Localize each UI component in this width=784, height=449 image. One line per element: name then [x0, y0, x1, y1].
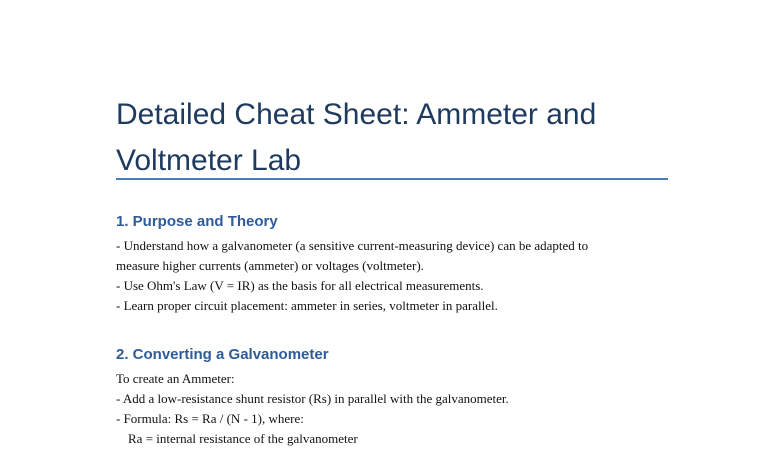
body-line: - Add a low-resistance shunt resistor (Rs) in parallel with the galvanometer.: [116, 391, 509, 406]
section-converting-galvanometer: [116, 345, 676, 449]
section-heading: 2. Converting a Galvanometer: [116, 346, 329, 363]
body-line: - Formula: Rs = Ra / (N - 1), where:: [116, 411, 304, 426]
body-line: Ra = internal resistance of the galvanometer: [128, 431, 358, 446]
body-line: - Use Ohm's Law (V = IR) as the basis for all electrical measurements.: [116, 278, 484, 293]
section-purpose-theory: [116, 212, 676, 316]
document-title: Detailed Cheat Sheet: Ammeter and Voltmeter Lab: [116, 98, 597, 177]
body-line: measure higher currents (ammeter) or voltages (voltmeter).: [116, 258, 424, 273]
body-line: - Learn proper circuit placement: ammeter in series, voltmeter in parallel.: [116, 298, 498, 313]
title-divider: [116, 178, 668, 180]
section-heading: 1. Purpose and Theory: [116, 213, 278, 230]
body-line: - Understand how a galvanometer (a sensitive current-measuring device) can be adapted to: [116, 238, 589, 253]
body-line: To create an Ammeter:: [116, 371, 235, 386]
